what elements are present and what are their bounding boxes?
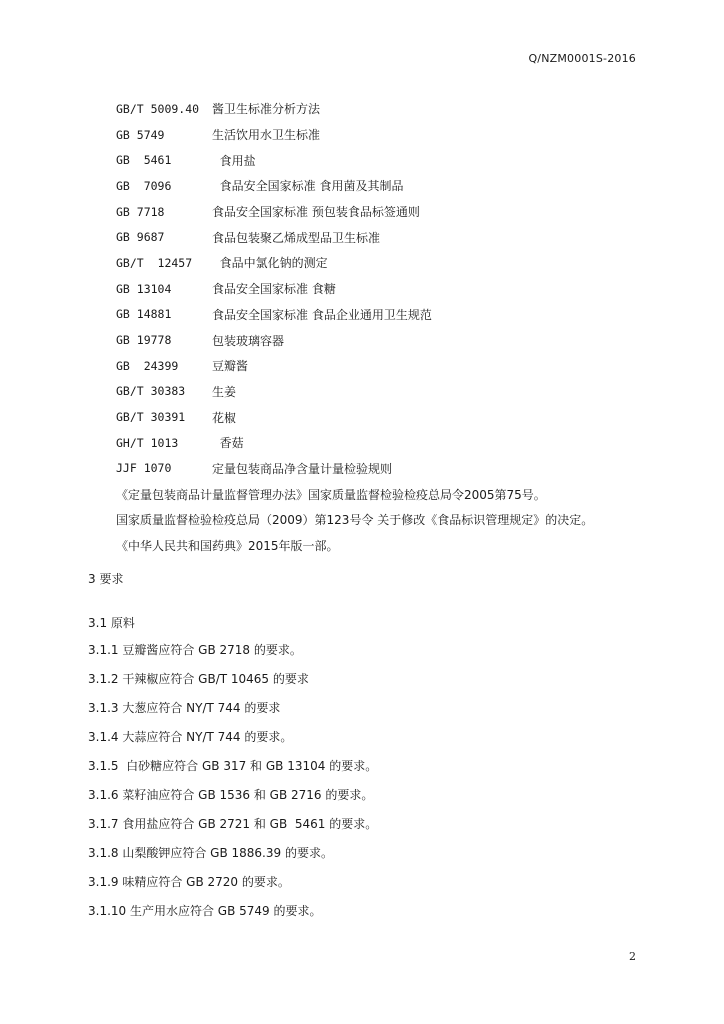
clause-item: 3.1.9 味精应符合 GB 2720 的要求。 [88,875,290,889]
reference-code: GB 7096 [116,178,172,193]
reference-code: GB 5749 [116,127,165,142]
reference-title: 生活饮用水卫生标准 [212,128,321,143]
clause-item: 3.1.10 生产用水应符合 GB 5749 的要求。 [88,904,322,918]
clause-item: 3.1.8 山梨酸钾应符合 GB 1886.39 的要求。 [88,846,333,860]
reference-code: GB 5461 [116,153,172,168]
reference-code: GB/T 30391 [116,410,186,425]
clause-item: 3.1.1 豆瓣酱应符合 GB 2718 的要求。 [88,643,302,657]
reference-title: 食品包装聚乙烯成型品卫生标准 [212,230,381,245]
reference-code: GH/T 1013 [116,435,179,450]
reference-title: 食品安全国家标准 食糖 [212,282,336,297]
subsection-heading: 3.1 原料 [88,616,135,630]
reference-code: GB 9687 [116,230,165,245]
clause-item: 3.1.3 大葱应符合 NY/T 744 的要求 [88,701,281,715]
reference-code: GB/T 12457 [116,255,193,270]
reference-title: 花椒 [212,410,237,425]
reference-title: 食品安全国家标准 预包装食品标签通则 [212,205,420,220]
reference-title: 食品中氯化钠的测定 [212,256,328,271]
reference-code: JJF 1070 [116,461,172,476]
reference-title: 食品安全国家标准 食用菌及其制品 [212,179,404,194]
reference-item [116,276,656,302]
reference-item [116,404,656,430]
reference-item [116,327,656,353]
reference-title: 包装玻璃容器 [212,333,285,348]
reference-note: 《定量包装商品计量监督管理办法》国家质量监督检验检疫总局令2005第75号。 [116,487,546,502]
reference-title: 生姜 [212,384,237,399]
reference-title: 豆瓣酱 [212,359,249,374]
reference-code: GB/T 30383 [116,384,186,399]
reference-title: 香菇 [212,436,244,451]
reference-code: GB 24399 [116,358,179,373]
reference-item [116,302,656,328]
page-number: 2 [629,950,636,963]
clause-item: 3.1.2 干辣椒应符合 GB/T 10465 的要求 [88,672,309,686]
clause-item: 3.1.7 食用盐应符合 GB 2721 和 GB 5461 的要求。 [88,817,378,831]
reference-title: 食用盐 [212,153,256,168]
reference-item [116,122,656,148]
reference-item [116,379,656,405]
reference-item [116,147,656,173]
section-heading: 3 要求 [88,572,124,586]
reference-item [116,96,656,122]
reference-item [116,430,656,456]
reference-title: 定量包装商品净含量计量检验规则 [212,461,393,476]
reference-item [116,250,656,276]
reference-item [116,456,656,482]
reference-item [116,199,656,225]
document-code: Q/NZM0001S-2016 [528,52,636,65]
reference-title: 食品安全国家标准 食品企业通用卫生规范 [212,307,432,322]
reference-note: 《中华人民共和国药典》2015年版一部。 [116,538,339,553]
reference-code: GB 13104 [116,281,172,296]
reference-code: GB 7718 [116,204,165,219]
reference-title: 酱卫生标准分析方法 [212,102,321,117]
reference-code: GB 14881 [116,307,172,322]
reference-code: GB 19778 [116,333,172,348]
reference-code: GB/T 5009.40 [116,101,200,116]
reference-note: 国家质量监督检验检疫总局（2009）第123号令 关于修改《食品标识管理规定》的决定。 [116,513,594,528]
clause-item: 3.1.4 大蒜应符合 NY/T 744 的要求。 [88,730,293,744]
clause-item: 3.1.5 白砂糖应符合 GB 317 和 GB 13104 的要求。 [88,759,378,773]
reference-item [116,173,656,199]
normative-references [116,96,656,558]
reference-item [116,224,656,250]
reference-item [116,353,656,379]
clause-item: 3.1.6 菜籽油应符合 GB 1536 和 GB 2716 的要求。 [88,788,374,802]
